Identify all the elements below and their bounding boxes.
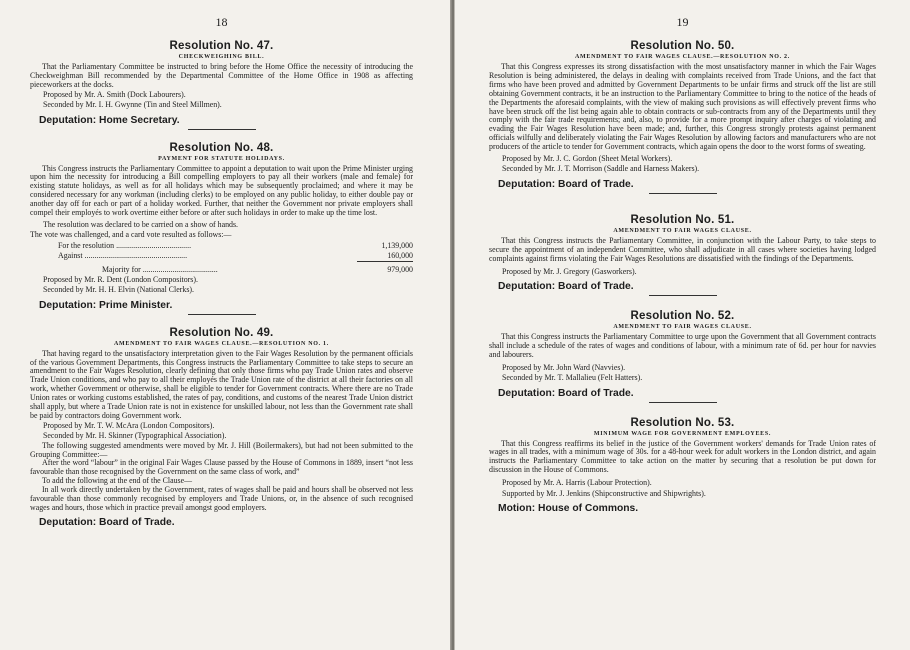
deputation: Deputation: Home Secretary. [39,114,180,126]
resolution-body: That this Congress expresses its strong dissatisfaction with the most unsatisfactory manner in which the Fair Wages Resolution is being administered, the delays in dealing with complaints received from Trade Unions, and the fact that firms who have been proved and admitted by Government Departments to be unfair firms and struck off the list are still obtaining Government contracts, it be an instruction to the Parliamentary Committee to bring to the notice of the heads of the Departments the aforesaid complaints, with the view of making such provisions as will effectively prevent firms who have been struck off the list being again able to obtain contracts or sub-contracts from any of the Departments until they comply with the fair trade requirements; and, also, to provide for a more prompt inquiry after charges of violating and evading the Fair Wages Resolution have been made; and, further, this Congress strongly protests against permanent officials wilfully and deliberately violating the Fair Wages Resolution by allowing factors and manufacturers who are not producers of the article to tender for Government contracts, which again opens the door to the worst forms of sweating. [489,62,876,152]
resolution-48 [30,142,413,315]
resolution-subtitle: PAYMENT FOR STATUTE HOLIDAYS. [158,155,285,162]
vote-intro: The vote was challenged, and a card vote resulted as follows:— [30,230,232,240]
proposer: Proposed by Mr. A. Smith (Dock Labourers). [43,89,186,99]
proposer: Proposed by Mr. J. Gregory (Gasworkers). [502,266,637,276]
seconder: Seconded by Mr. J. T. Morrison (Saddle and Harness Makers). [502,164,700,174]
resolution-subtitle: AMENDMENT TO FAIR WAGES CLAUSE. [613,227,752,234]
resolution-title: Resolution No. 51. [630,213,735,226]
left-page [0,0,452,650]
amendment-addition-intro: To add the following at the end of the Clause— [42,476,192,486]
resolution-49 [30,327,413,528]
show-of-hands-note: The resolution was declared to be carried on a show of hands. [43,219,239,229]
page-number: 19 [676,15,689,29]
resolution-title: Resolution No. 52. [630,310,735,322]
vote-row-for [30,241,413,251]
vote-label: Against .................................................... [58,250,188,260]
deputation: Deputation: Board of Trade. [498,281,634,292]
deputation: Deputation: Board of Trade. [498,178,634,190]
vote-label: For the resolution ...................................... [58,240,192,250]
resolution-body: That having regard to the unsatisfactory interpretation given to the Fair Wages Resolution by the permanent officials of the various Government Departments, this Congress instructs the Parliamentary Committee to take steps to secure an amendment to the Fair Wages Resolution, clearly defining that only those firms who pay Trade Union rates and observe Trade Union conditions, and who pay to all their employés the Trade Union rate of the district at all their factories on all work, whether Government or otherwise, shall be eligible to tender for Government contracts. Where there are no Trade Union rates or working customs established, the rates of pay, conditions, and customs of the nearest Trade Union district shall apply, but where a Trade Union rate is not in existence for unskilled labour, not less than the Government rate shall be paid by contractors doing Government work. [30,348,413,420]
deputation: Deputation: Board of Trade. [498,387,634,399]
proposer: Proposed by Mr. John Ward (Navvies). [502,362,626,372]
right-page [454,0,910,650]
vote-value: 979,000 [387,264,413,274]
resolution-52 [489,310,876,403]
section-divider [649,295,717,296]
vote-value: 1,139,000 [381,240,413,250]
resolution-subtitle: AMENDMENT TO FAIR WAGES CLAUSE.—RESOLUTION NO. 2. [575,54,790,60]
seconder: Seconded by Mr. I. H. Gwynne (Tin and Steel Millmen). [43,100,222,110]
seconder: Seconded by Mr. H. Skinner (Typographical Association). [43,431,227,441]
amendment-addition-text: In all work directly undertaken by the Government, rates of wages shall be paid and hours shall be observed not less favourable than those commonly recognised by employers and Trade Unions, or, in the absence of such recognised wages and hours, those which in practice prevail amongst good employers. [30,485,413,512]
resolution-subtitle: AMENDMENT TO FAIR WAGES CLAUSE.—RESOLUTION NO. 1. [114,340,329,347]
page-number: 18 [215,15,228,29]
resolution-title: Resolution No. 50. [630,40,735,52]
resolution-title: Resolution No. 48. [169,141,274,154]
motion: Motion: House of Commons. [498,502,639,514]
vote-label: Majority for ...................................... [102,264,218,274]
resolution-body: That this Congress instructs the Parliamentary Committee to urge upon the Government that all Government contracts shall include a schedule of the rates of wages and conditions of labour, with a minimum rate of 6d. per hour for navvies and labourers. [489,332,876,359]
section-divider [649,402,717,403]
resolution-body: That this Congress instructs the Parliamentary Committee, in conjunction with the Labour Party, to take steps to secure the appointment of an independent Committee, who shall adjudicate in all cases where societies having lodged complaints against firms violating the Fair Wages Resolutions are dissatisfied with the findings of the Departments. [489,235,876,263]
vote-value: 160,000 [357,251,413,262]
section-divider [188,314,256,315]
vote-row-majority [30,265,413,275]
seconder: Seconded by Mr. T. Mallalieu (Felt Hatters). [502,373,643,383]
resolution-53 [489,417,876,514]
resolution-50 [489,40,876,194]
resolution-title: Resolution No. 47. [169,40,274,52]
proposer: Proposed by Mr. J. C. Gordon (Sheet Metal Workers). [502,154,673,164]
proposer: Proposed by Mr. R. Dent (London Compositors). [43,274,198,284]
resolution-title: Resolution No. 53. [630,416,735,429]
resolution-body: This Congress instructs the Parliamentary Committee to appoint a deputation to wait upon the Prime Minister urging upon him the necessity for introducing a Bill compelling employers to pay all their workers (male and female) for existing statute holidays, as well as for all holidays which may be subsequently proclaimed; and where it may be considered necessary for any workman (including clerks) to be employed on any public holiday, to either double pay or another day off for each or part of a holiday worked. Further, that neither the Government nor private employers shall compel their employés to work overtime either before or after such holidays in order to make up the time lost. [30,163,413,218]
section-divider [649,193,717,194]
resolution-subtitle: MINIMUM WAGE FOR GOVERNMENT EMPLOYEES. [593,430,772,437]
supporter: Supported by Mr. J. Jenkins (Shipconstructive and Shipwrights). [502,488,706,498]
deputation: Deputation: Board of Trade. [39,516,175,528]
deputation: Deputation: Prime Minister. [39,299,173,311]
resolution-title: Resolution No. 49. [169,326,274,339]
resolution-47 [30,40,413,130]
section-divider [188,129,256,130]
resolution-body: That this Congress reaffirms its belief in the justice of the Government workers' demands for Trade Union rates of wages in all trades, with a minimum wage of 30s. for a 48-hour week for adult workers in the London district, and again instructs the Parliamentary Committee to take action on the matter by securing that a resolution be put down for discussion in the House of Commons. [489,438,876,475]
seconder: Seconded by Mr. H. H. Elvin (National Clerks). [43,285,194,295]
resolution-51 [489,214,876,296]
resolution-body: That the Parliamentary Committee be instructed to bring before the Home Office the necessity of introducing the Checkweighman Bill recommended by the Departmental Committee of the Home Office in 1908 as affecting pieceworkers at the docks. [30,62,413,89]
vote-row-against [30,251,413,262]
resolution-subtitle: AMENDMENT TO FAIR WAGES CLAUSE. [613,324,752,330]
proposer: Proposed by Mr. A. Harris (Labour Protection). [502,478,652,488]
resolution-subtitle: CHECKWEIGHING BILL. [178,54,265,60]
proposer: Proposed by Mr. T. W. McAra (London Compositors). [43,420,215,430]
amendment-intro: The following suggested amendments were moved by Mr. J. Hill (Boilermakers), but had not been submitted to the Grouping Committee:— [30,440,413,459]
amendment-text: After the word “labour” in the original Fair Wages Clause passed by the House of Commons in 1889, insert “not less favourable than those recognised by the Government on the same class of work, and” [30,458,413,477]
